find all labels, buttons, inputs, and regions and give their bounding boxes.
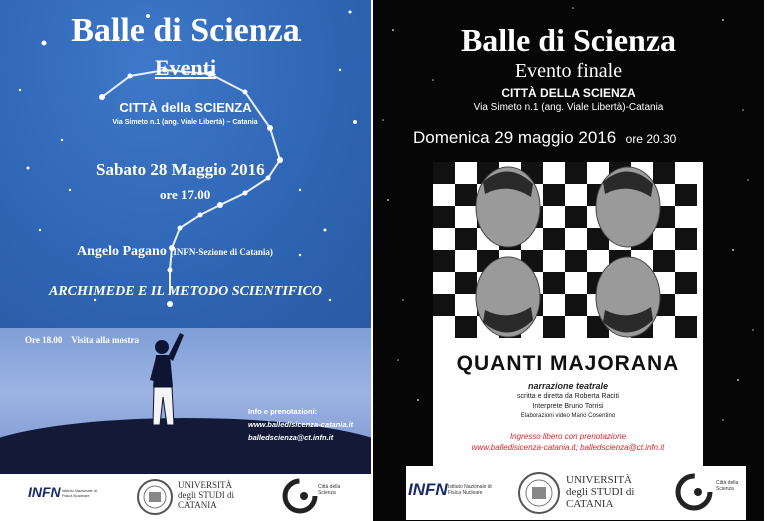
left-website[interactable]: www.balledisicenza-catania.it <box>248 420 354 429</box>
left-exhibit <box>25 335 139 345</box>
left-venue: CITTÀ della SCIENZA <box>119 100 252 115</box>
left-cds-name: Città della Scienza <box>318 484 341 496</box>
left-cds-logo-icon <box>282 478 318 514</box>
left-title: Balle di Scienza <box>71 12 300 49</box>
left-date: Sabato 28 Maggio 2016 <box>96 160 265 179</box>
right-background <box>373 0 764 521</box>
left-speaker-affiliation: (INFN-Sezione di Catania) <box>170 247 273 257</box>
left-speaker-name: Angelo Pagano <box>77 244 167 259</box>
right-infn-subtitle: Istituto Nazionale di Fisica Nucleare <box>448 484 492 496</box>
show-info-box <box>433 342 703 467</box>
right-date: Domenica 29 maggio 2016 <box>413 128 617 147</box>
right-unict-name: UNIVERSITÀ degli STUDI di CATANIA <box>566 474 635 510</box>
right-unict-seal-icon <box>516 470 562 516</box>
right-date-line <box>413 128 676 148</box>
left-talk-title: ARCHIMEDE E IL METODO SCIENTIFICO <box>48 284 323 299</box>
right-logo-bar <box>406 466 746 520</box>
right-venue: CITTÀ DELLA SCIENZA <box>501 86 636 100</box>
entry-note: Ingresso libero con prenotazione <box>509 432 627 441</box>
right-cds-logo-icon <box>674 472 714 512</box>
right-title: Balle di Scienza <box>460 22 677 58</box>
left-time: ore 17.00 <box>160 187 211 202</box>
left-speaker <box>77 244 273 260</box>
show-credit-author: scritta e diretta da Roberta Raciti <box>517 393 619 400</box>
stargazer-figure <box>140 325 200 430</box>
left-email[interactable]: balledscienza@ct.infn.it <box>248 433 334 442</box>
left-subtitle: Eventi <box>154 55 217 80</box>
right-subtitle: Evento finale <box>514 60 623 82</box>
right-poster <box>371 0 767 521</box>
right-infn-logo: INFN <box>408 480 448 499</box>
left-info-label: Info e prenotazioni: <box>248 407 318 416</box>
left-infn-subtitle: Istituto Nazionale di Fisica Nucleare <box>62 488 97 498</box>
left-unict-name: UNIVERSITÀ degli STUDI di CATANIA <box>178 480 234 510</box>
left-unict-seal-icon <box>136 478 174 516</box>
chessboard-portraits-image <box>433 162 703 342</box>
left-poster <box>0 0 371 521</box>
left-infn-logo: INFN <box>28 484 61 500</box>
show-credit-actor: Interprete Bruno Torrisi <box>532 403 604 410</box>
left-logo-bar <box>0 474 371 521</box>
show-credit-video: Elaborazioni video Mario Cosentino <box>520 413 616 419</box>
contact-links[interactable]: www.balledisicenza-catania.it; balledscienza@ct.infn.it <box>471 443 665 452</box>
show-title: QUANTI MAJORANA <box>456 352 680 375</box>
left-address: Via Simeto n.1 (ang. Viale Libertà) – Catania <box>112 119 258 126</box>
right-time: ore 20.30 <box>625 132 677 146</box>
left-exhibit-label: Visita alla mostra <box>71 335 139 345</box>
left-exhibit-time: Ore 18.00 <box>25 335 63 345</box>
right-address: Via Simeto n.1 (ang. Viale Libertà)-Catania <box>473 102 664 113</box>
show-kind: narrazione teatrale <box>527 381 609 391</box>
right-cds-name: Città della Scienza <box>716 480 739 492</box>
